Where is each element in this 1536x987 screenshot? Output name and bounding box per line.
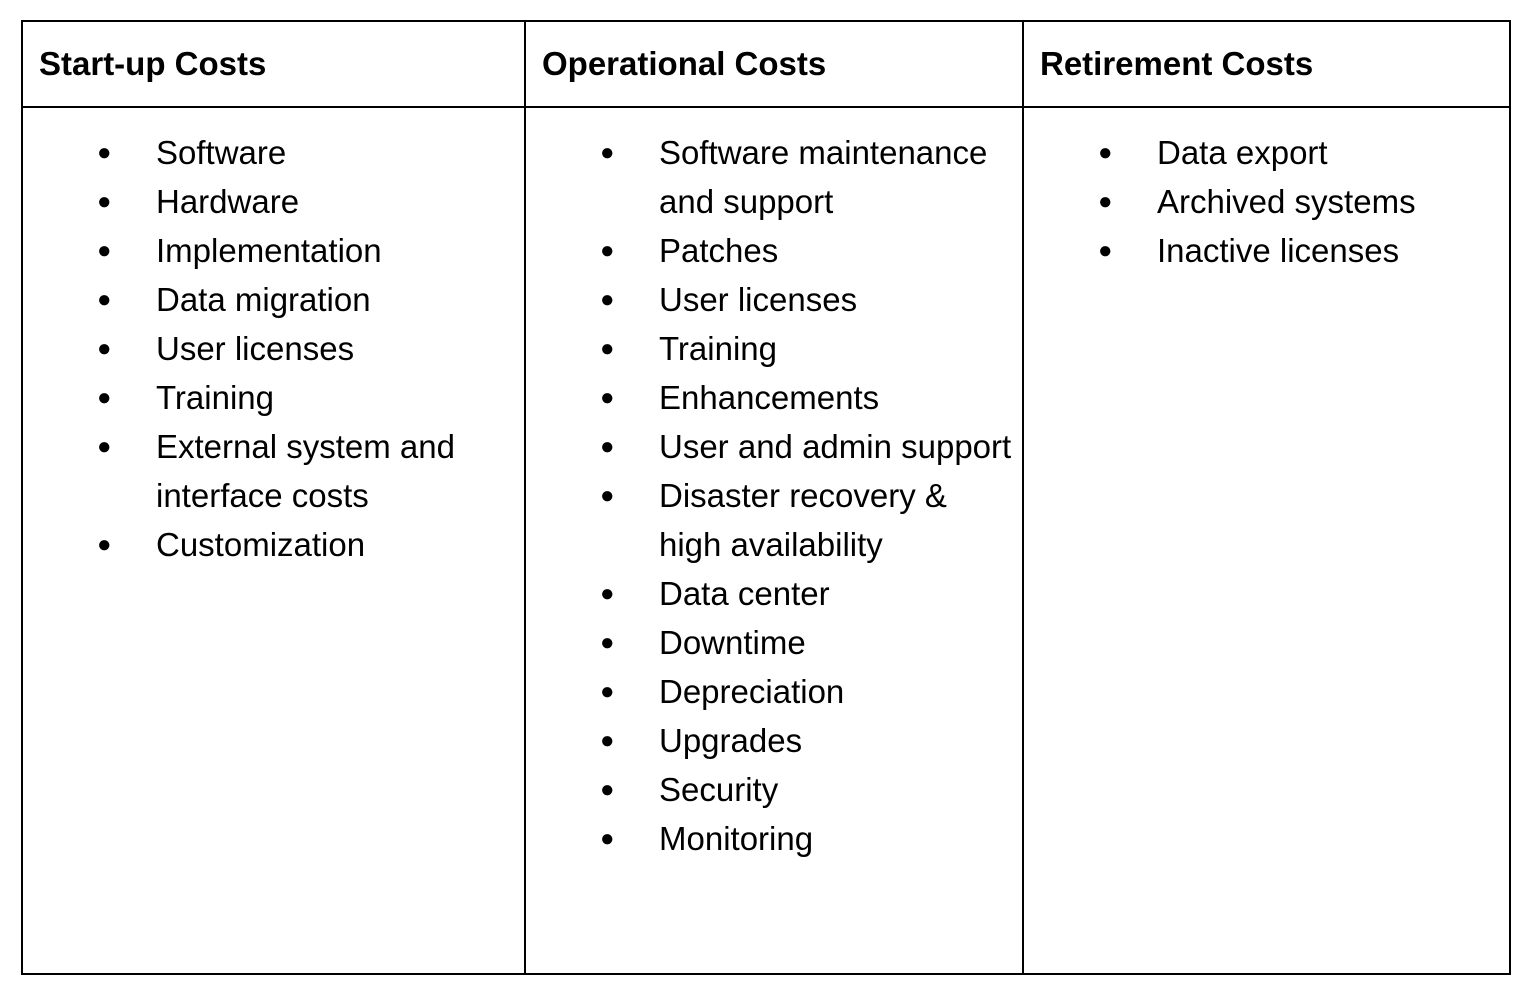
retirement-costs-list [1024, 128, 1509, 275]
startup-costs-cell [22, 107, 525, 974]
list-item [526, 618, 1022, 667]
list-item-text: Software [156, 134, 287, 171]
list-item-text: Upgrades [659, 722, 803, 759]
list-item-text: Patches [659, 232, 779, 269]
list-item-text: Depreciation [659, 673, 845, 710]
list-item [1024, 177, 1509, 226]
list-item-text: Data export [1157, 134, 1328, 171]
list-item [526, 275, 1022, 324]
list-item [526, 716, 1022, 765]
list-item [526, 128, 1022, 226]
bullet-icon: ● [97, 139, 112, 166]
list-item-text: User and admin support [659, 428, 1012, 465]
bullet-icon: ● [600, 580, 615, 607]
header-row [22, 21, 1510, 107]
list-item-text: Training [156, 379, 274, 416]
list-item [526, 667, 1022, 716]
list-item [23, 275, 524, 324]
header-retirement-costs: Retirement Costs [1023, 21, 1510, 107]
bullet-icon: ● [97, 237, 112, 264]
list-item [23, 520, 524, 569]
list-item-text: Archived systems [1157, 183, 1416, 220]
list-item-text: User licenses [156, 330, 355, 367]
list-item-text: User licenses [659, 281, 858, 318]
operational-costs-cell [525, 107, 1023, 974]
bullet-icon: ● [600, 384, 615, 411]
bullet-icon: ● [1098, 139, 1113, 166]
list-item [23, 226, 524, 275]
list-item [526, 422, 1022, 471]
list-item-text: Inactive licenses [1157, 232, 1400, 269]
bullet-icon: ● [1098, 188, 1113, 215]
bullet-icon: ● [97, 531, 112, 558]
bullet-icon: ● [600, 433, 615, 460]
list-item [1024, 226, 1509, 275]
bullet-icon: ● [600, 237, 615, 264]
list-item [526, 373, 1022, 422]
bullet-icon: ● [600, 629, 615, 656]
list-item-text: Data center [659, 575, 830, 612]
bullet-icon: ● [97, 433, 112, 460]
bullet-icon: ● [600, 139, 615, 166]
bullet-icon: ● [600, 286, 615, 313]
list-item-text: Training [659, 330, 777, 367]
list-item [23, 373, 524, 422]
list-item-text: Implementation [156, 232, 382, 269]
list-item-text: Software maintenance and support [659, 134, 988, 220]
list-item [526, 324, 1022, 373]
list-item [23, 422, 524, 520]
list-item-text: External system and interface costs [156, 428, 455, 514]
bullet-icon: ● [1098, 237, 1113, 264]
header-startup-costs: Start-up Costs [22, 21, 525, 107]
list-item [526, 814, 1022, 863]
list-item-text: Data migration [156, 281, 371, 318]
list-item-text: Downtime [659, 624, 806, 661]
list-item [526, 569, 1022, 618]
list-item-text: Monitoring [659, 820, 814, 857]
list-item-text: Enhancements [659, 379, 880, 416]
list-item [23, 128, 524, 177]
list-item-text: Hardware [156, 183, 300, 220]
bullet-icon: ● [97, 384, 112, 411]
list-item [23, 177, 524, 226]
list-item [23, 324, 524, 373]
body-row [22, 107, 1510, 974]
bullet-icon: ● [600, 335, 615, 362]
list-item-text: Customization [156, 526, 366, 563]
list-item [526, 471, 1022, 569]
list-item [1024, 128, 1509, 177]
bullet-icon: ● [600, 776, 615, 803]
header-operational-costs: Operational Costs [525, 21, 1023, 107]
list-item-text: Disaster recovery & high availability [659, 477, 947, 563]
bullet-icon: ● [600, 825, 615, 852]
list-item [526, 765, 1022, 814]
bullet-icon: ● [97, 188, 112, 215]
bullet-icon: ● [600, 678, 615, 705]
list-item [526, 226, 1022, 275]
bullet-icon: ● [600, 727, 615, 754]
bullet-icon: ● [97, 335, 112, 362]
cost-table [21, 20, 1511, 975]
retirement-costs-cell [1023, 107, 1510, 974]
operational-costs-list [526, 128, 1022, 863]
bullet-icon: ● [600, 482, 615, 509]
startup-costs-list [23, 128, 524, 569]
bullet-icon: ● [97, 286, 112, 313]
list-item-text: Security [659, 771, 779, 808]
